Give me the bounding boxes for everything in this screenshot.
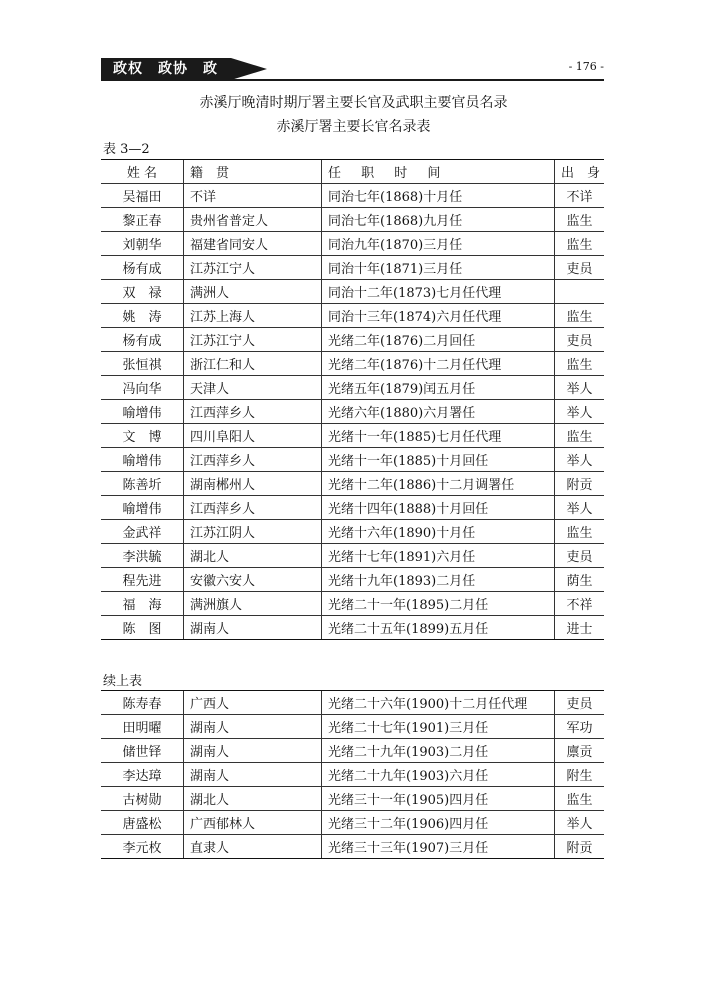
background-cell: 吏员 — [555, 544, 605, 568]
name-cell: 金武祥 — [101, 520, 184, 544]
name-cell: 杨有成 — [101, 328, 184, 352]
native-place-cell: 江苏上海人 — [184, 304, 322, 328]
native-place-cell: 安徽六安人 — [184, 568, 322, 592]
table-header-row — [101, 160, 604, 184]
term-cell: 光绪二十九年(1903)六月任 — [322, 763, 555, 787]
term-cell: 光绪二十五年(1899)五月任 — [322, 616, 555, 640]
background-cell: 不祥 — [555, 592, 605, 616]
table-row — [101, 376, 604, 400]
name-cell: 程先进 — [101, 568, 184, 592]
term-cell: 光绪三十一年(1905)四月任 — [322, 787, 555, 811]
native-place-cell: 四川阜阳人 — [184, 424, 322, 448]
background-cell: 监生 — [555, 424, 605, 448]
column-header: 籍 贯 — [184, 160, 322, 184]
native-place-cell: 湖南人 — [184, 616, 322, 640]
term-cell: 光绪二十一年(1895)二月任 — [322, 592, 555, 616]
table-row — [101, 400, 604, 424]
native-place-cell: 广西郁林人 — [184, 811, 322, 835]
table-row — [101, 304, 604, 328]
name-cell: 杨有成 — [101, 256, 184, 280]
native-place-cell: 江苏江宁人 — [184, 256, 322, 280]
page-number: - 176 - — [568, 60, 604, 73]
column-header: 任 职 时 间 — [322, 160, 555, 184]
table-row — [101, 184, 604, 208]
background-cell: 军功 — [555, 715, 605, 739]
page-title: 赤溪厅晚清时期厅署主要长官及武职主要官员名录 — [199, 95, 508, 111]
native-place-cell: 浙江仁和人 — [184, 352, 322, 376]
table-row — [101, 616, 604, 640]
column-header: 出 身 — [555, 160, 605, 184]
table-row — [101, 232, 604, 256]
section-header: 政权 政协 政法 — [101, 58, 231, 80]
table-row — [101, 763, 604, 787]
background-cell: 荫生 — [555, 568, 605, 592]
table-row — [101, 208, 604, 232]
name-cell: 陈 图 — [101, 616, 184, 640]
background-cell: 举人 — [555, 811, 605, 835]
table-row — [101, 472, 604, 496]
term-cell: 光绪十九年(1893)二月任 — [322, 568, 555, 592]
name-cell: 张恒祺 — [101, 352, 184, 376]
native-place-cell: 满洲旗人 — [184, 592, 322, 616]
term-cell: 光绪六年(1880)六月署任 — [322, 400, 555, 424]
term-cell: 光绪十四年(1888)十月回任 — [322, 496, 555, 520]
term-cell: 同治七年(1868)十月任 — [322, 184, 555, 208]
name-cell: 双 禄 — [101, 280, 184, 304]
table-row — [101, 496, 604, 520]
background-cell: 不详 — [555, 184, 605, 208]
term-cell: 同治七年(1868)九月任 — [322, 208, 555, 232]
native-place-cell: 湖南人 — [184, 739, 322, 763]
native-place-cell: 湖北人 — [184, 787, 322, 811]
name-cell: 储世铎 — [101, 739, 184, 763]
table-row — [101, 739, 604, 763]
name-cell: 喻增伟 — [101, 496, 184, 520]
name-cell: 李达璋 — [101, 763, 184, 787]
native-place-cell: 湖北人 — [184, 544, 322, 568]
term-cell: 同治十二年(1873)七月任代理 — [322, 280, 555, 304]
term-cell: 光绪十七年(1891)六月任 — [322, 544, 555, 568]
table-row — [101, 568, 604, 592]
name-cell: 陈善圻 — [101, 472, 184, 496]
name-cell: 喻增伟 — [101, 448, 184, 472]
name-cell: 李元枚 — [101, 835, 184, 859]
section-header-arrow — [231, 58, 267, 80]
name-cell: 冯向华 — [101, 376, 184, 400]
table-row — [101, 256, 604, 280]
name-cell: 唐盛松 — [101, 811, 184, 835]
background-cell: 监生 — [555, 352, 605, 376]
native-place-cell: 福建省同安人 — [184, 232, 322, 256]
term-cell: 同治九年(1870)三月任 — [322, 232, 555, 256]
table-title: 赤溪厅署主要长官名录表 — [276, 119, 431, 135]
background-cell: 附生 — [555, 763, 605, 787]
table-row — [101, 715, 604, 739]
continuation-label: 续上表 — [103, 674, 143, 689]
table-row — [101, 352, 604, 376]
background-cell: 吏员 — [555, 328, 605, 352]
table-row — [101, 787, 604, 811]
background-cell: 举人 — [555, 400, 605, 424]
term-cell: 光绪二年(1876)十二月任代理 — [322, 352, 555, 376]
background-cell: 监生 — [555, 787, 605, 811]
term-cell: 光绪二年(1876)二月回任 — [322, 328, 555, 352]
background-cell: 监生 — [555, 232, 605, 256]
background-cell: 监生 — [555, 208, 605, 232]
name-cell: 姚 涛 — [101, 304, 184, 328]
background-cell: 举人 — [555, 496, 605, 520]
name-cell: 刘朝华 — [101, 232, 184, 256]
native-place-cell: 不详 — [184, 184, 322, 208]
background-cell: 监生 — [555, 520, 605, 544]
native-place-cell: 江西萍乡人 — [184, 496, 322, 520]
table-row — [101, 835, 604, 859]
background-cell: 举人 — [555, 448, 605, 472]
name-cell: 吴福田 — [101, 184, 184, 208]
table-row — [101, 448, 604, 472]
name-cell: 田明曜 — [101, 715, 184, 739]
header-rule — [101, 79, 604, 81]
background-cell: 附贡 — [555, 835, 605, 859]
background-cell — [555, 280, 605, 304]
background-cell: 吏员 — [555, 691, 605, 715]
background-cell: 吏员 — [555, 256, 605, 280]
native-place-cell: 湖南郴州人 — [184, 472, 322, 496]
native-place-cell: 直隶人 — [184, 835, 322, 859]
term-cell: 光绪十二年(1886)十二月调署任 — [322, 472, 555, 496]
name-cell: 福 海 — [101, 592, 184, 616]
native-place-cell: 满洲人 — [184, 280, 322, 304]
column-header: 姓 名 — [101, 160, 184, 184]
native-place-cell: 江苏江阴人 — [184, 520, 322, 544]
table-label: 表 3—2 — [103, 142, 150, 157]
background-cell: 监生 — [555, 304, 605, 328]
native-place-cell: 天津人 — [184, 376, 322, 400]
native-place-cell: 江西萍乡人 — [184, 400, 322, 424]
background-cell: 附贡 — [555, 472, 605, 496]
table-row — [101, 544, 604, 568]
name-cell: 陈寿春 — [101, 691, 184, 715]
term-cell: 光绪二十九年(1903)二月任 — [322, 739, 555, 763]
term-cell: 同治十三年(1874)六月任代理 — [322, 304, 555, 328]
name-cell: 李洪毓 — [101, 544, 184, 568]
background-cell: 进士 — [555, 616, 605, 640]
native-place-cell: 江苏江宁人 — [184, 328, 322, 352]
officials-table — [101, 159, 604, 640]
name-cell: 古树勋 — [101, 787, 184, 811]
term-cell: 同治十年(1871)三月任 — [322, 256, 555, 280]
name-cell: 文 博 — [101, 424, 184, 448]
background-cell: 举人 — [555, 376, 605, 400]
term-cell: 光绪十六年(1890)十月任 — [322, 520, 555, 544]
term-cell: 光绪二十七年(1901)三月任 — [322, 715, 555, 739]
term-cell: 光绪三十三年(1907)三月任 — [322, 835, 555, 859]
term-cell: 光绪五年(1879)闰五月任 — [322, 376, 555, 400]
term-cell: 光绪三十二年(1906)四月任 — [322, 811, 555, 835]
native-place-cell: 广西人 — [184, 691, 322, 715]
officials-table-continued — [101, 690, 604, 859]
table-row — [101, 424, 604, 448]
native-place-cell: 湖南人 — [184, 763, 322, 787]
table-row — [101, 520, 604, 544]
table-row — [101, 592, 604, 616]
background-cell: 廪贡 — [555, 739, 605, 763]
table-row — [101, 280, 604, 304]
table-row — [101, 691, 604, 715]
name-cell: 喻增伟 — [101, 400, 184, 424]
term-cell: 光绪十一年(1885)七月任代理 — [322, 424, 555, 448]
term-cell: 光绪十一年(1885)十月回任 — [322, 448, 555, 472]
term-cell: 光绪二十六年(1900)十二月任代理 — [322, 691, 555, 715]
table-row — [101, 811, 604, 835]
native-place-cell: 江西萍乡人 — [184, 448, 322, 472]
name-cell: 黎正春 — [101, 208, 184, 232]
table-row — [101, 328, 604, 352]
native-place-cell: 湖南人 — [184, 715, 322, 739]
native-place-cell: 贵州省普定人 — [184, 208, 322, 232]
